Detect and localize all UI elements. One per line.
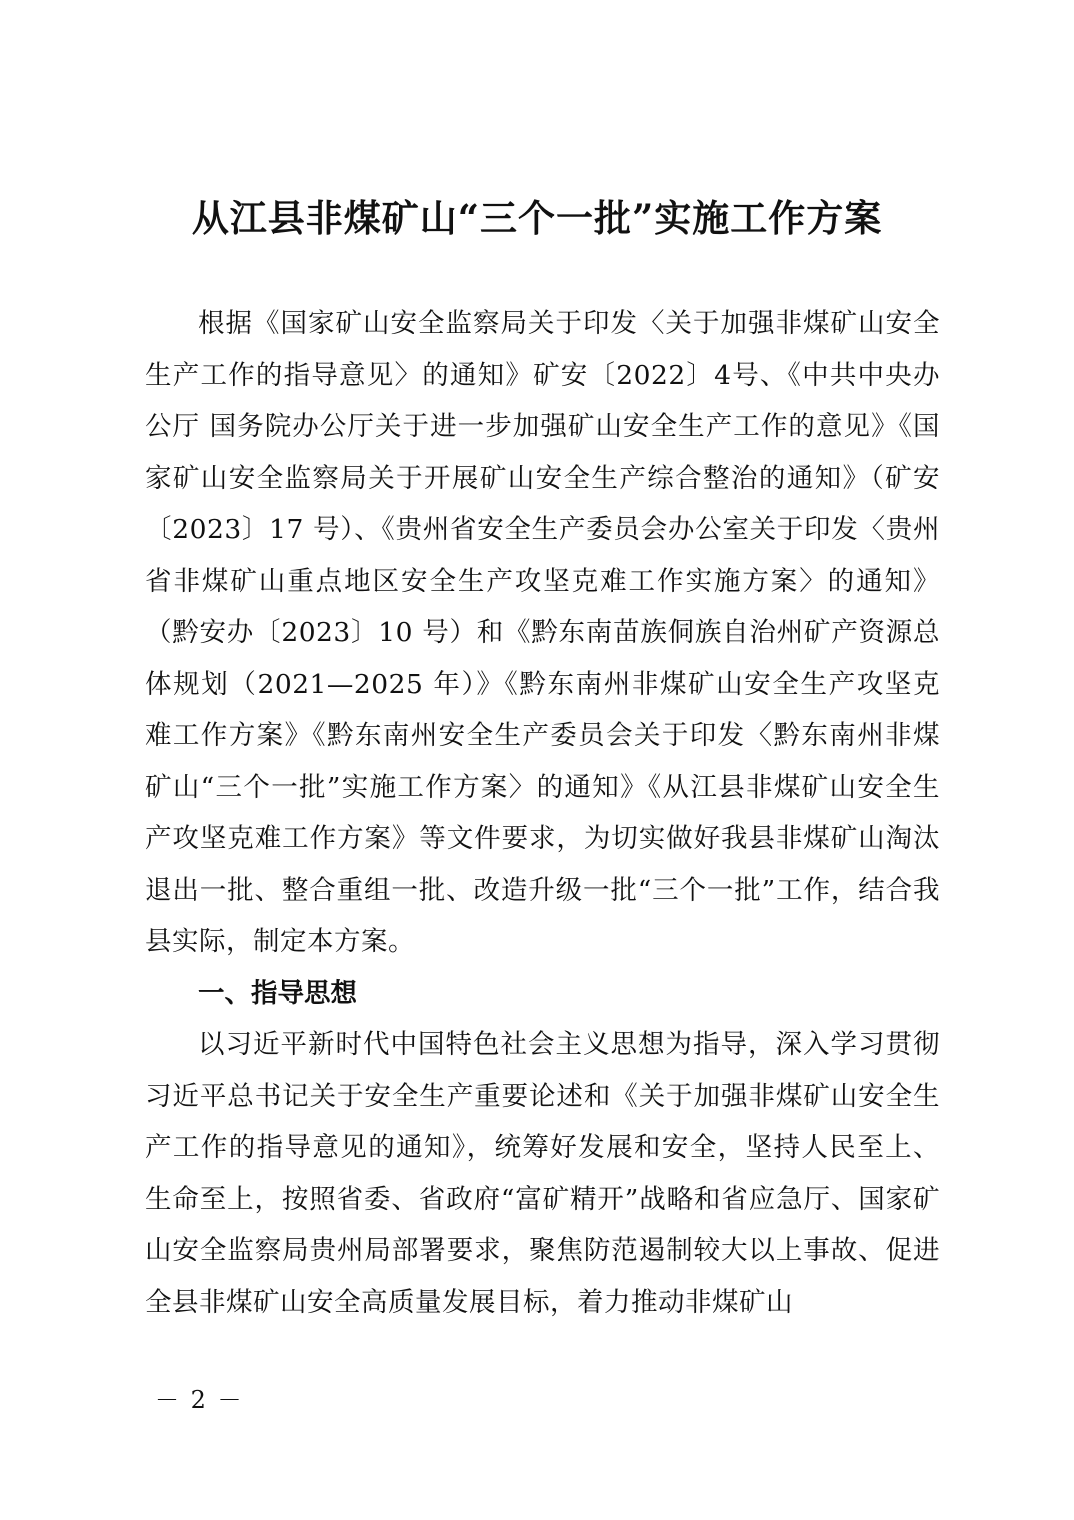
section-heading-guiding-ideology: 一、指导思想: [198, 977, 357, 1009]
document-title: 从江县非煤矿山“三个一批”实施工作方案: [191, 196, 883, 240]
document-body: [145, 298, 940, 1328]
intro-paragraph: 根据《国家矿山安全监察局关于印发〈关于加强非煤矿山安全生产工作的指导意见〉的通知》矿安〔2022〕4号、《中共中央办公厅 国务院办公厅关于进一步加强矿山安全生产工作的意见》《国家矿山安全监察局关于开展矿山安全生产综合整治的通知》（矿安〔2023〕17 号）、《贵州省安全生产委员会办公室关于印发〈贵州省非煤矿山重点地区安全生产攻坚克难工作实施方案〉的通知》（黔安办〔2023〕10 号）和《黔东南苗族侗族自治州矿产资源总体规划（2021—2025 年）》《黔东南州非煤矿山安全生产攻坚克难工作方案》《黔东南州安全生产委员会关于印发〈黔东南州非煤矿山“三个一批”实施工作方案〉的通知》《从江县非煤矿山安全生产攻坚克难工作方案》等文件要求，为切实做好我县非煤矿山淘汰退出一批、整合重组一批、改造升级一批“三个一批”工作，结合我县实际，制定本方案。: [145, 308, 940, 957]
guiding-ideology-paragraph: 以习近平新时代中国特色社会主义思想为指导，深入学习贯彻习近平总书记关于安全生产重要论述和《关于加强非煤矿山安全生产工作的指导意见的通知》，统筹好发展和安全，坚持人民至上、生命至上，按照省委、省政府“富矿精开”战略和省应急厅、国家矿山安全监察局贵州局部署要求，聚焦防范遏制较大以上事故、促进全县非煤矿山安全高质量发展目标，着力推动非煤矿山: [145, 1029, 940, 1318]
page-number: － 2 －: [155, 1386, 244, 1414]
